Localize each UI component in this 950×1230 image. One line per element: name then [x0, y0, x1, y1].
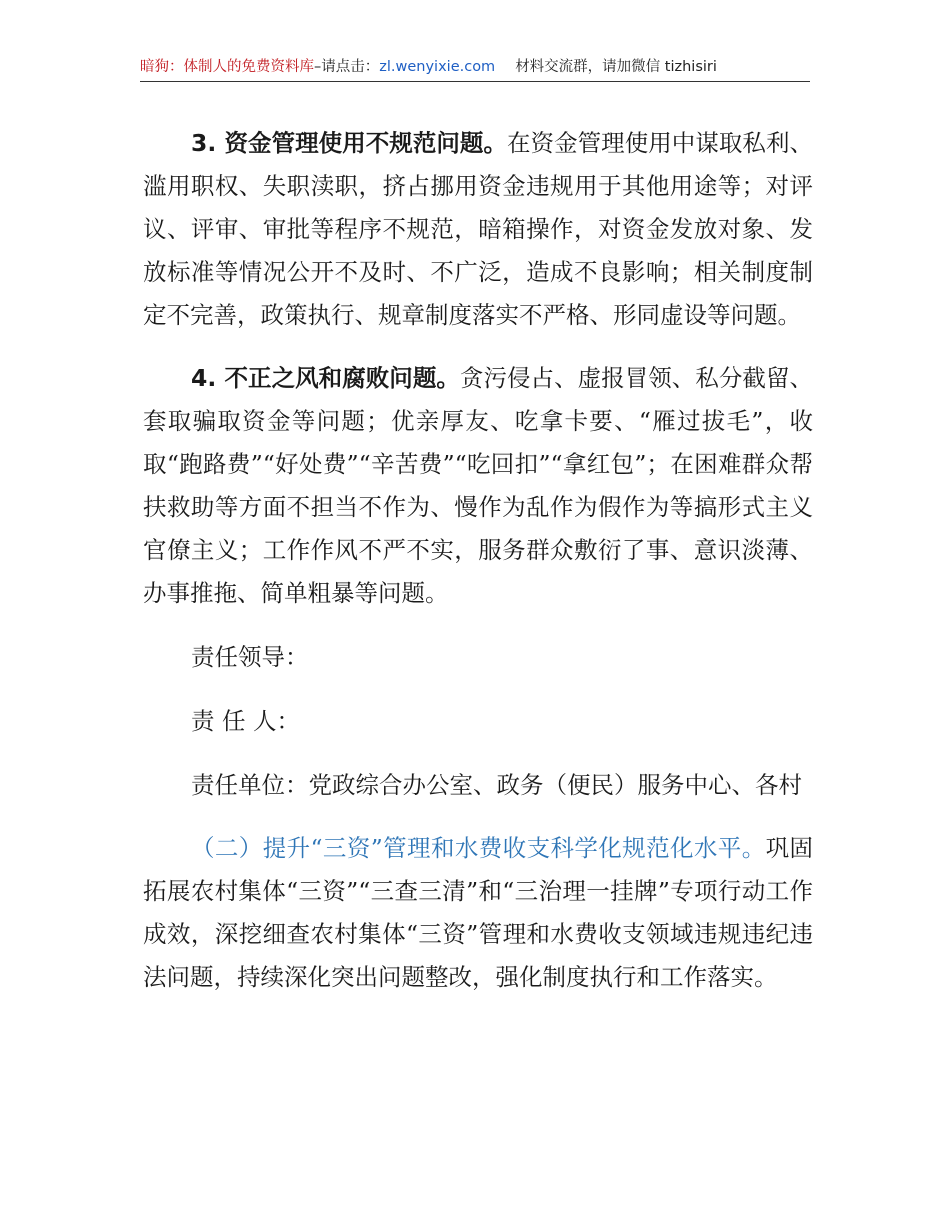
item-4-title: 4. 不正之风和腐败问题。 — [191, 364, 460, 392]
responsible-person: 责 任 人： — [191, 707, 300, 735]
item-3-paragraph — [143, 122, 813, 337]
responsible-unit: 责任单位：党政综合办公室、政务（便民）服务中心、各村 — [191, 771, 802, 799]
item-3-body: 在资金管理使用中谋取私利、滥用职权、失职渎职，挤占挪用资金违规用于其他用途等；对评议、评审、审批等程序不规范，暗箱操作，对资金发放对象、发放标准等情况公开不及时、不广泛，造成不良影响；相关制度制定不完善，政策执行、规章制度落实不严格、形同虚设等问题。 — [143, 129, 813, 329]
item-4-body: 贪污侵占、虚报冒领、私分截留、套取骗取资金等问题；优亲厚友、吃拿卡要、“雁过拔毛”，收取“跑路费”“好处费”“辛苦费”“吃回扣”“拿红包”；在困难群众帮扶救助等方面不担当不作为、慢作为乱作为假作为等搞形式主义官僚主义；工作作风不严不实，服务群众敷衍了事、意识淡薄、办事推拖、简单粗暴等问题。 — [143, 364, 813, 607]
header-url-link[interactable]: zl.wenyixie.com — [379, 59, 496, 75]
header-prompt: –请点击： — [314, 59, 380, 75]
page-header — [140, 57, 810, 82]
item-4-paragraph — [143, 357, 813, 615]
item-3-title: 3. 资金管理使用不规范问题。 — [191, 129, 507, 157]
document-body — [143, 122, 813, 999]
header-contact: 材料交流群，请加微信 tizhisiri — [515, 59, 717, 75]
responsible-leader: 责任领导： — [191, 643, 309, 671]
part-2-body: 巩固拓展农村集体“三资”“三查三清”和“三治理一挂牌”专项行动工作成效，深挖细查农村集体“三资”管理和水费收支领域违规违纪违法问题，持续深化突出问题整改，强化制度执行和工作落实。 — [143, 834, 813, 991]
part-2-paragraph — [143, 827, 813, 999]
part-2-heading: （二）提升“三资”管理和水费收支科学化规范化水平。 — [191, 834, 766, 862]
header-brand: 暗狗：体制人的免费资料库 — [140, 59, 314, 75]
